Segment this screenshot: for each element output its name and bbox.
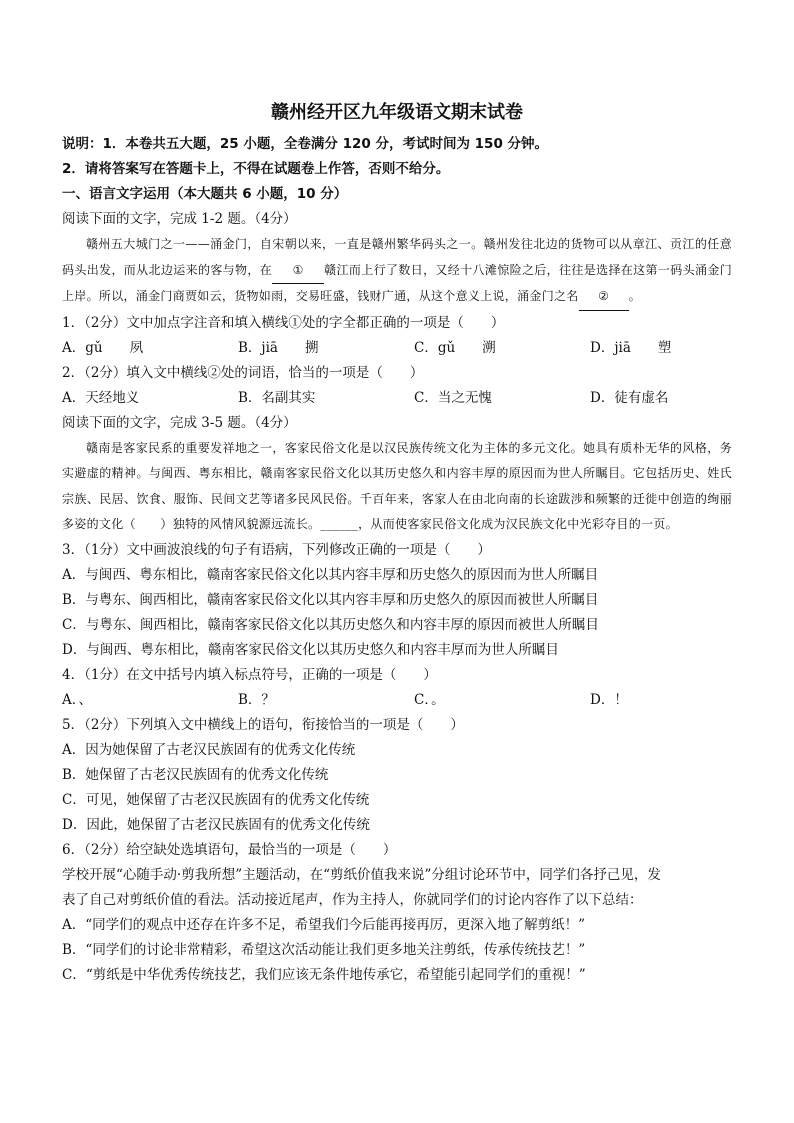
question-6-option-a: A．“同学们的观点中还存在许多不足，希望我们今后能再接再厉，更深入地了解剪纸！” [62, 916, 586, 933]
passage-2-text-b: ，从而使客家民俗文化成为汉民族文化中光彩夺目的一页。 [358, 517, 678, 531]
question-2-option-a: A．天经地义 [62, 389, 140, 406]
question-2-options [62, 386, 732, 411]
question-4-option-c: C．。 [414, 691, 445, 708]
passage-2 [62, 436, 732, 538]
question-3-option-c: C．与粤东、闽西相比，赣南客家民俗文化以其历史悠久和内容丰厚的原因而被世人所瞩目 [62, 616, 599, 633]
question-4: 4．（1分）在文中括号内填入标点符号，正确的一项是（ ） [62, 666, 437, 683]
question-6-option-c: C．“剪纸是中华优秀传统技艺，我们应该无条件地传承它，希望能引起同学们的重视！” [62, 966, 586, 983]
question-5: 5．（2分）下列填入文中横线上的语句，衔接恰当的一项是（ ） [62, 716, 464, 733]
passage-2-text-a: 赣南是客家民系的重要发祥地之一，客家民俗文化是以汉民族传统文化为主体的多元文化。她具有质朴无华的风格，务实避虚的精神。与闽西、粤东相比，赣南客家民俗文化以其历史悠久和内容丰厚的原因而为世人所瞩目。它包括历史、姓氏宗族、民居、饮食、服饰、民间文艺等诸多民风民俗。千百年来，客家人在由北向南的长途跋涉和频繁的迁徙中创造的绚丽多姿的文化（ ）独特的风情风貌源远流长。 [62, 440, 732, 531]
question-6-stem-line-1: 学校开展“心随手动·剪我所想”主题活动，在“剪纸价值我来说”分组讨论环节中，同学们各抒己见，发 [62, 866, 661, 883]
blank-1: ① [272, 258, 324, 285]
reading-1-instruction: 阅读下面的文字，完成 1-2 题。（4分） [62, 211, 297, 227]
question-4-option-d: D．！ [590, 691, 628, 708]
exam-page [62, 98, 732, 988]
question-5-option-b: B．她保留了古老汉民族固有的优秀文化传统 [62, 766, 329, 783]
question-5-option-a: A．因为她保留了古老汉民族固有的优秀文化传统 [62, 741, 356, 758]
exam-title: 赣州经开区九年级语文期末试卷 [271, 102, 523, 123]
question-1-option-a: A．gǔ 夙 [62, 339, 144, 356]
question-1-option-c: C．gǔ 溯 [414, 339, 496, 356]
question-1: 1．（2分）文中加点字注音和填入横线①处的字全都正确的一项是（ ） [62, 314, 505, 331]
question-1-options [62, 336, 732, 361]
blank-2: ② [579, 284, 629, 311]
question-1-option-d: D．jiā 塑 [590, 339, 672, 356]
question-6-option-b: B．“同学们的讨论非常精彩，希望这次活动能让我们更多地关注剪纸，传承传统技艺！” [62, 941, 586, 958]
question-2-option-d: D．徒有虚名 [590, 389, 669, 406]
question-6: 6．（2分）给空缺处选填语句，最恰当的一项是（ ） [62, 841, 397, 858]
question-1-option-b: B．jiā 搠 [238, 339, 319, 356]
question-4-option-b: B．？ [238, 691, 275, 708]
blank-3: ______ [320, 517, 359, 531]
reading-2-instruction: 阅读下面的文字，完成 3-5 题。（4分） [62, 414, 297, 431]
question-2-option-c: C．当之无愧 [414, 389, 492, 406]
question-5-option-c: C．可见，她保留了古老汉民族固有的优秀文化传统 [62, 791, 370, 808]
question-4-option-a: A．、 [62, 691, 92, 708]
exam-note-2: 2．请将答案写在答题卡上，不得在试题卷上作答，否则不给分。 [62, 161, 450, 177]
question-3-option-a: A．与闽西、粤东相比，赣南客家民俗文化以其内容丰厚和历史悠久的原因而为世人所瞩目 [62, 566, 599, 583]
question-3-option-d: D．与闽西、粤东相比，赣南客家民俗文化以其历史悠久和内容丰厚而为世人所瞩目 [62, 641, 559, 658]
passage-1-text-b: 赣江而上行了数日，又经十八滩惊险之后，往往是选择在这第一码头涌金门上岸。所以，涌金门商贾如云，货物如雨，交易旺盛，钱财广通，从这个意义上说，涌金门之名 [62, 262, 732, 303]
passage-1-text-c: 。 [628, 289, 641, 303]
question-2: 2．（2分）填入文中横线②处的词语，恰当的一项是（ ） [62, 364, 424, 381]
question-4-options [62, 688, 732, 713]
question-2-option-b: B．名副其实 [238, 389, 316, 406]
passage-1 [62, 232, 732, 311]
section-1-heading: 一、语言文字运用（本大题共 6 小题，10 分） [62, 186, 348, 202]
question-3: 3．（1分）文中画波浪线的句子有语病，下列修改正确的一项是（ ） [62, 541, 491, 558]
question-5-option-d: D．因此，她保留了古老汉民族固有的优秀文化传统 [62, 816, 370, 833]
exam-note-1: 说明：1．本卷共五大题，25 小题，全卷满分 120 分，考试时间为 150 分钟。 [62, 136, 549, 152]
question-3-option-b: B．与粤东、闽西相比，赣南客家民俗文化以其内容丰厚和历史悠久的原因而被世人所瞩目 [62, 591, 599, 608]
question-6-stem-line-2: 表了自己对剪纸价值的看法。活动接近尾声，作为主持人，你就同学们的讨论内容作了以下总结： [62, 891, 643, 908]
passage-1-text-a: 赣州五大城门之一——涌金门，自宋朝以来，一直是赣州繁华码头之一。赣州发往北边的货物可以从章江、贡江的任意码头出发，而从北边运来的客与物，在 [62, 237, 732, 277]
